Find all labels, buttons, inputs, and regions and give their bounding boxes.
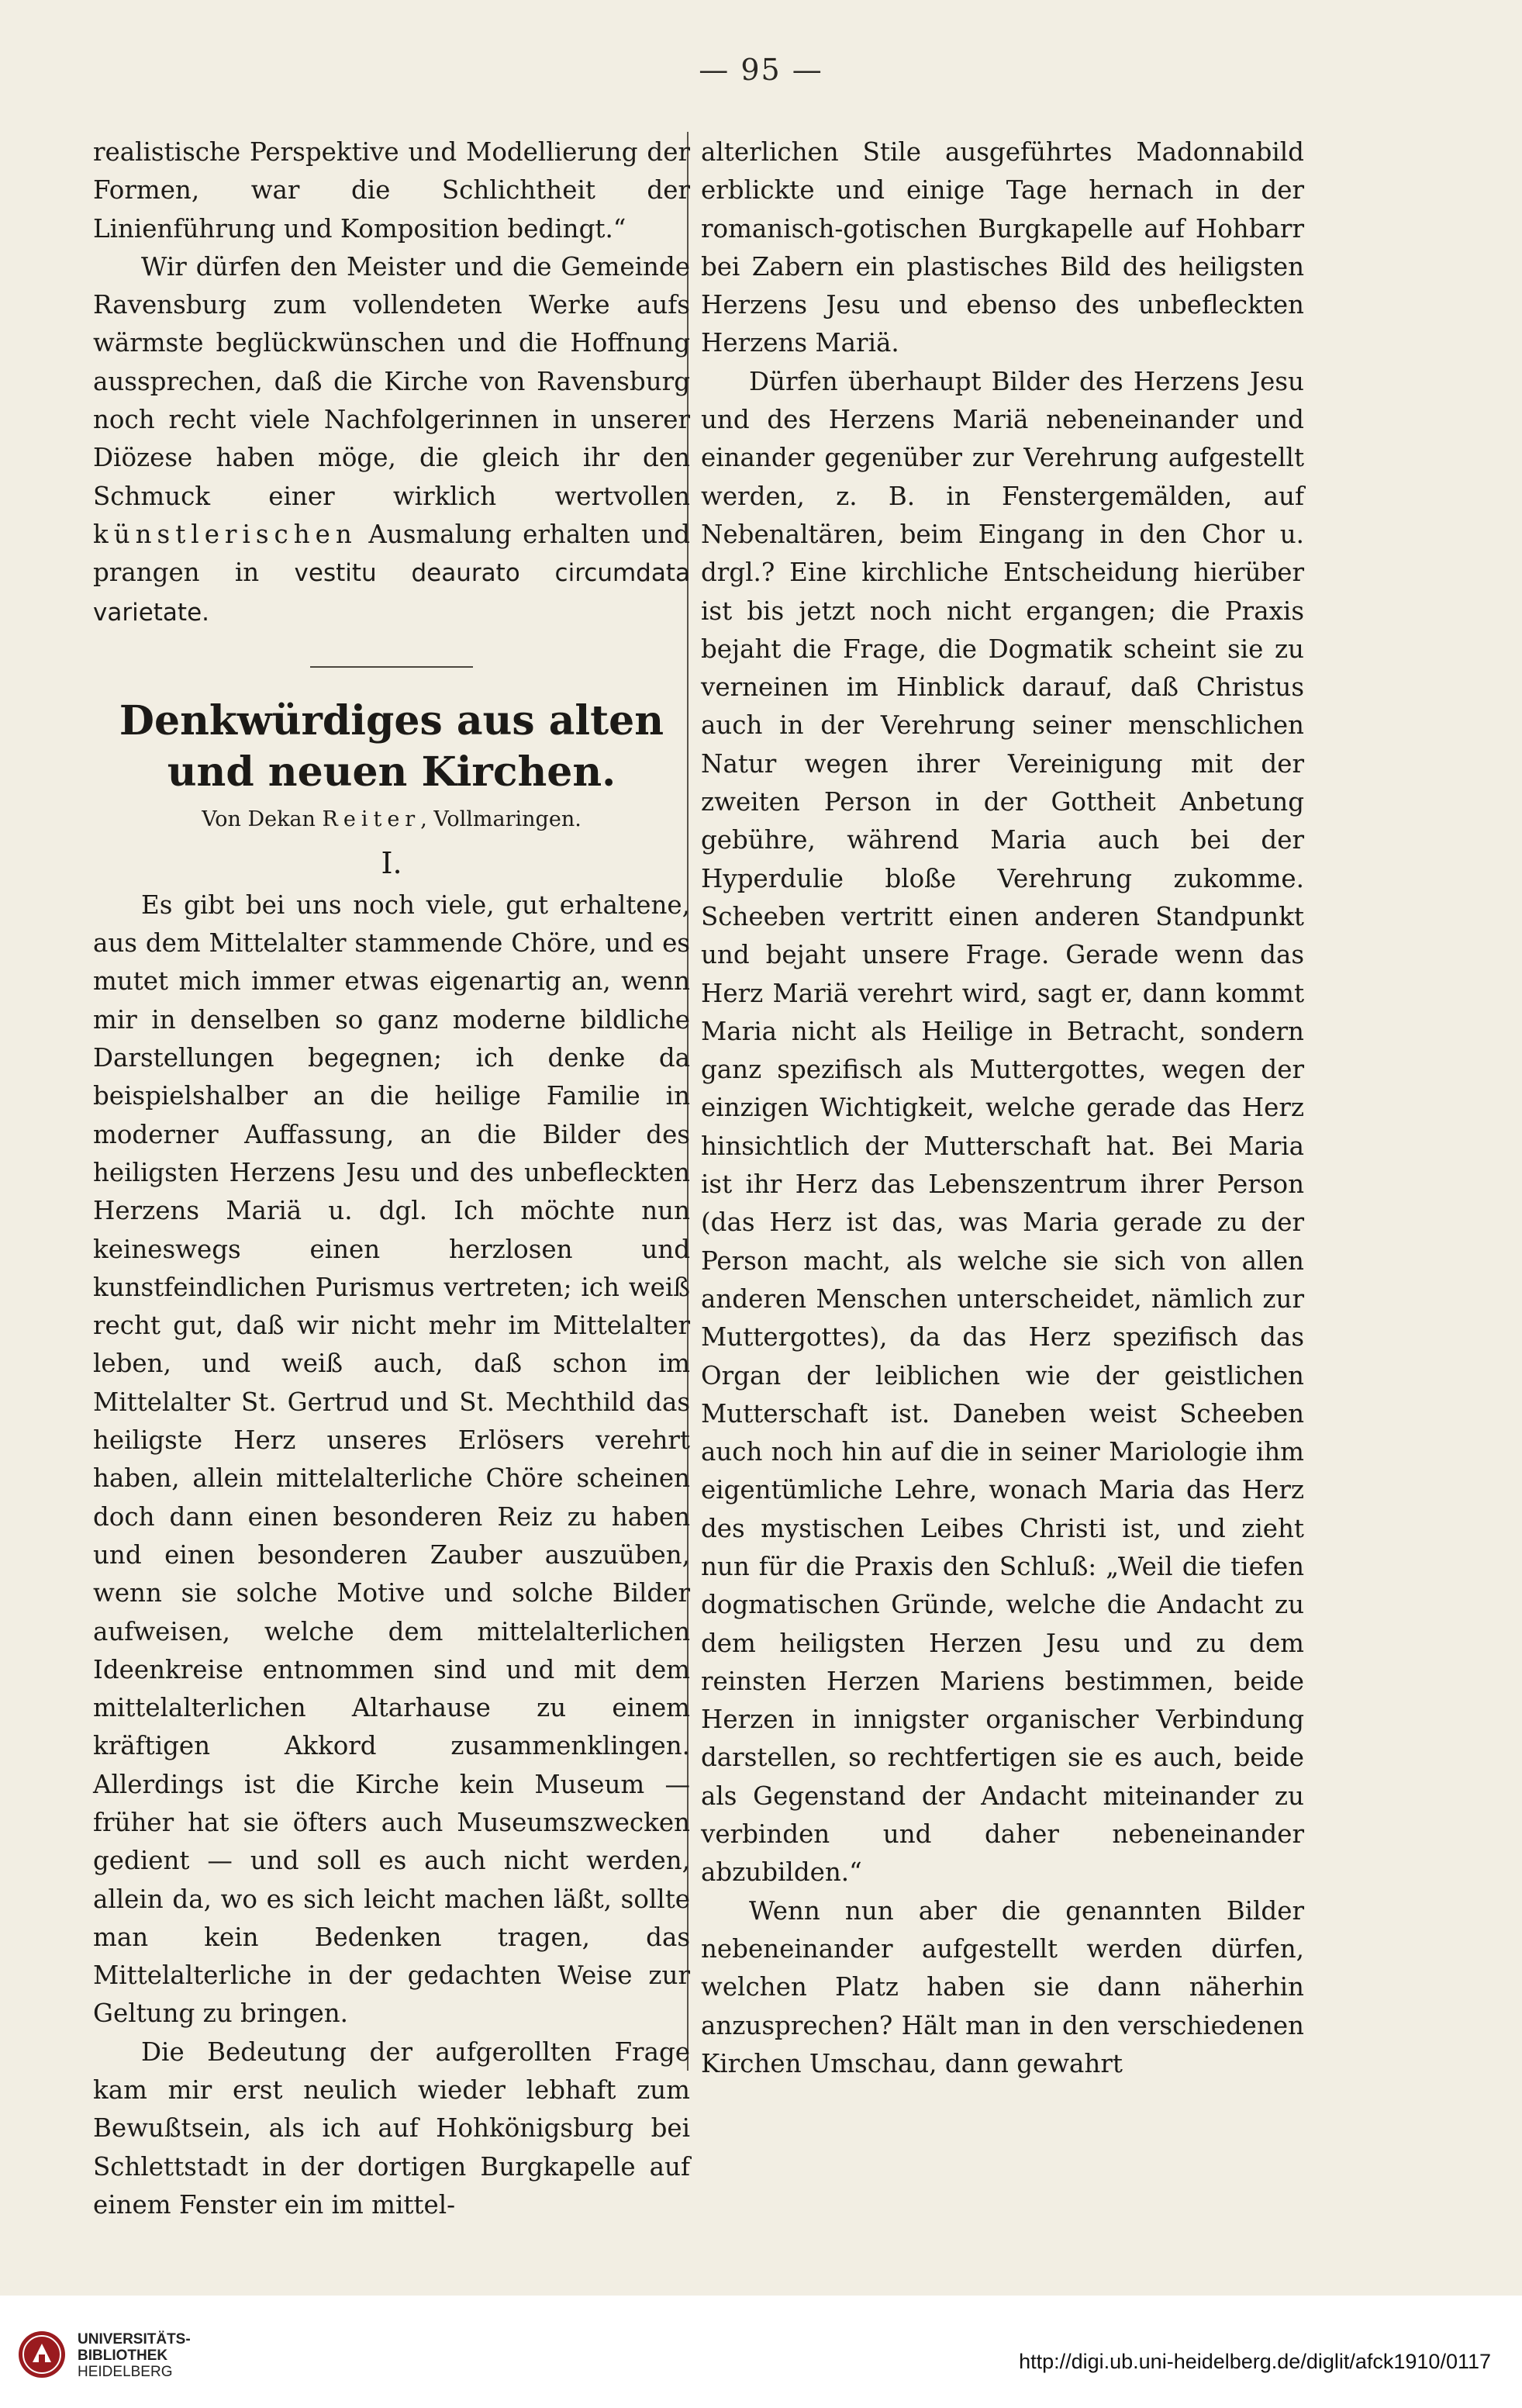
library-name-line: HEIDELBERG bbox=[78, 2364, 173, 2380]
byline-suffix: , Vollmaringen. bbox=[420, 807, 582, 831]
paragraph-text: Ausmalung erhalten und prangen in bbox=[93, 519, 690, 588]
article-title: Denkwürdiges aus alten und neuen Kirchen. bbox=[119, 696, 664, 796]
spaced-word: künstlerischen bbox=[93, 519, 357, 549]
library-name-line: BIBLIOTHEK bbox=[78, 2348, 168, 2364]
paragraph: alterlichen Stile ausgeführtes Madonnabild erblickte und einige Tage hernach in der romanisch-gotischen Burgkapelle auf Hohbarr bei Zabern ein plastisches Bild des heiligsten Herzens Jesu und ebenso des unbefleckten Herzens Mariä. bbox=[701, 137, 1304, 358]
paragraph: Wenn nun aber die genannten Bilder nebeneinander aufgestellt werden dürfen, welchen Platz haben sie dann näherhin anzusprechen? Hält man in den verschiedenen Kirchen Umschau, dann gewahrt bbox=[701, 1895, 1304, 2078]
university-seal-icon bbox=[17, 2330, 67, 2379]
paragraph: realistische Perspektive und Modellierung der Formen, war die Schlichtheit der Linienführung und Komposition bedingt.“ bbox=[93, 137, 690, 244]
paragraph: Die Bedeutung der aufgerollten Frage kam mir erst neulich wieder lebhaft zum Bewußtsein, als ich auf Hohkönigsburg bei Schlettstadt in der dortigen Burgkapelle auf einem Fenster ein im mittel- bbox=[93, 2037, 690, 2220]
library-name-line: UNIVERSITÄTS- bbox=[78, 2331, 191, 2348]
library-name bbox=[78, 2331, 191, 2380]
source-url-link[interactable]: http://digi.ub.uni-heidelberg.de/diglit/afck1910/0117 bbox=[1019, 2350, 1491, 2373]
paragraph-text: Wir dürfen den Meister und die Gemeinde Ravensburg zum vollendeten Werke aufs wärmste beglückwünschen und die Hoffnung aussprechen, daß die Kirche von Ravensburg noch recht viele Nachfolgerinnen in unserer Diözese haben möge, die gleich ihr den Schmuck einer wirklich wertvollen bbox=[93, 251, 690, 511]
page-number: — 95 — bbox=[699, 53, 823, 87]
paragraph: Dürfen überhaupt Bilder des Herzens Jesu und des Herzens Mariä nebeneinander und einander gegenüber zur Verehrung aufgestellt werden, z. B. in Fenstergemälden, auf Nebenaltären, beim Eingang in den Chor u. drgl.? Eine kirchliche Entscheidung hierüber ist bis jetzt noch nicht ergangen; die Praxis bejaht die Frage, die Dogmatik scheint sie zu verneinen im Hinblick darauf, daß Christus auch in der Verehrung seiner menschlichen Natur wegen ihrer Vereinigung mit der zweiten Person in der Gottheit Anbetung gebühre, während Maria auch bei der Hyperdulie bloße Verehrung zukomme. Scheeben vertritt einen anderen Standpunkt und bejaht unsere Frage. Gerade wenn das Herz Mariä verehrt wird, sagt er, dann kommt Maria nicht als Heilige in Betracht, sondern ganz spezifisch als Muttergottes, wegen der einzigen Wichtigkeit, welche gerade das Herz hinsichtlich der Mutterschaft hat. Bei Maria ist ihr Herz das Lebenszentrum ihrer Person (das Herz ist das, was Maria gerade zu der Person macht, als welche sie sich von allen anderen Menschen unterscheidet, nämlich zur Muttergottes), da das Herz spezifisch das Organ der leiblichen wie der geistlichen Mutterschaft ist. Daneben weist Scheeben auch noch hin auf die in seiner Mariologie ihm eigentümliche Lehre, wonach Maria das Herz des mystischen Leibes Christi ist, und zieht nun für die Praxis den Schluß: „Weil die tiefen dogmatischen Gründe, welche die Andacht zu dem heiligsten Herzen Jesu und zu dem reinsten Herzen Mariens bestimmen, beide Herzen in innigster organischer Verbindung darstellen, so rechtfertigen sie es auch, beide als Gegenstand der Andacht miteinander zu verbinden und daher nebeneinander abzubilden.“ bbox=[701, 366, 1304, 1888]
latin-phrase: vestitu deaurato circumdata varietate. bbox=[93, 559, 690, 627]
part-number: I. bbox=[381, 845, 402, 880]
right-column bbox=[701, 133, 1304, 2083]
paragraph bbox=[93, 248, 690, 632]
byline-prefix: Von Dekan bbox=[202, 807, 316, 831]
byline-author: Reiter bbox=[322, 807, 421, 831]
paragraph: Es gibt bei uns noch viele, gut erhaltene, aus dem Mittelalter stammende Chöre, und es mutet mich immer etwas eigenartig an, wenn mir in denselben so ganz moderne bildliche Darstellungen begegnen; ich denke da beispielshalber an die heilige Familie in moderner Auffassung, an die Bilder des heiligsten Herzens Jesu und des unbefleckten Herzens Mariä u. dgl. Ich möchte nun keineswegs einen herzlosen und kunstfeindlichen Purismus vertreten; ich weiß recht gut, daß wir nicht mehr im Mittelalter leben, und weiß auch, daß schon im Mittelalter St. Gertrud und St. Mechthild das heiligste Herz unseres Erlösers verehrt haben, allein mittelalterliche Chöre scheinen doch dann einen besonderen Reiz zu haben und einen besonderen Zauber auszuüben, wenn sie solche Motive und solche Bilder aufweisen, welche dem mittelalterlichen Ideenkreise entnommen sind und mit dem mittelalterlichen Altarhause zu einem kräftigen Akkord zusammenklingen. Allerdings ist die Kirche kein Museum — früher hat sie öfters auch Museumszwecken gedient — und soll es auch nicht werden, allein da, wo es sich leicht machen läßt, sollte man kein Bedenken tragen, das Mittelalterliche in der gedachten Weise zur Geltung zu bringen. bbox=[93, 890, 690, 2029]
left-column bbox=[93, 133, 690, 2224]
section-divider bbox=[310, 666, 473, 668]
article-byline bbox=[93, 803, 690, 837]
